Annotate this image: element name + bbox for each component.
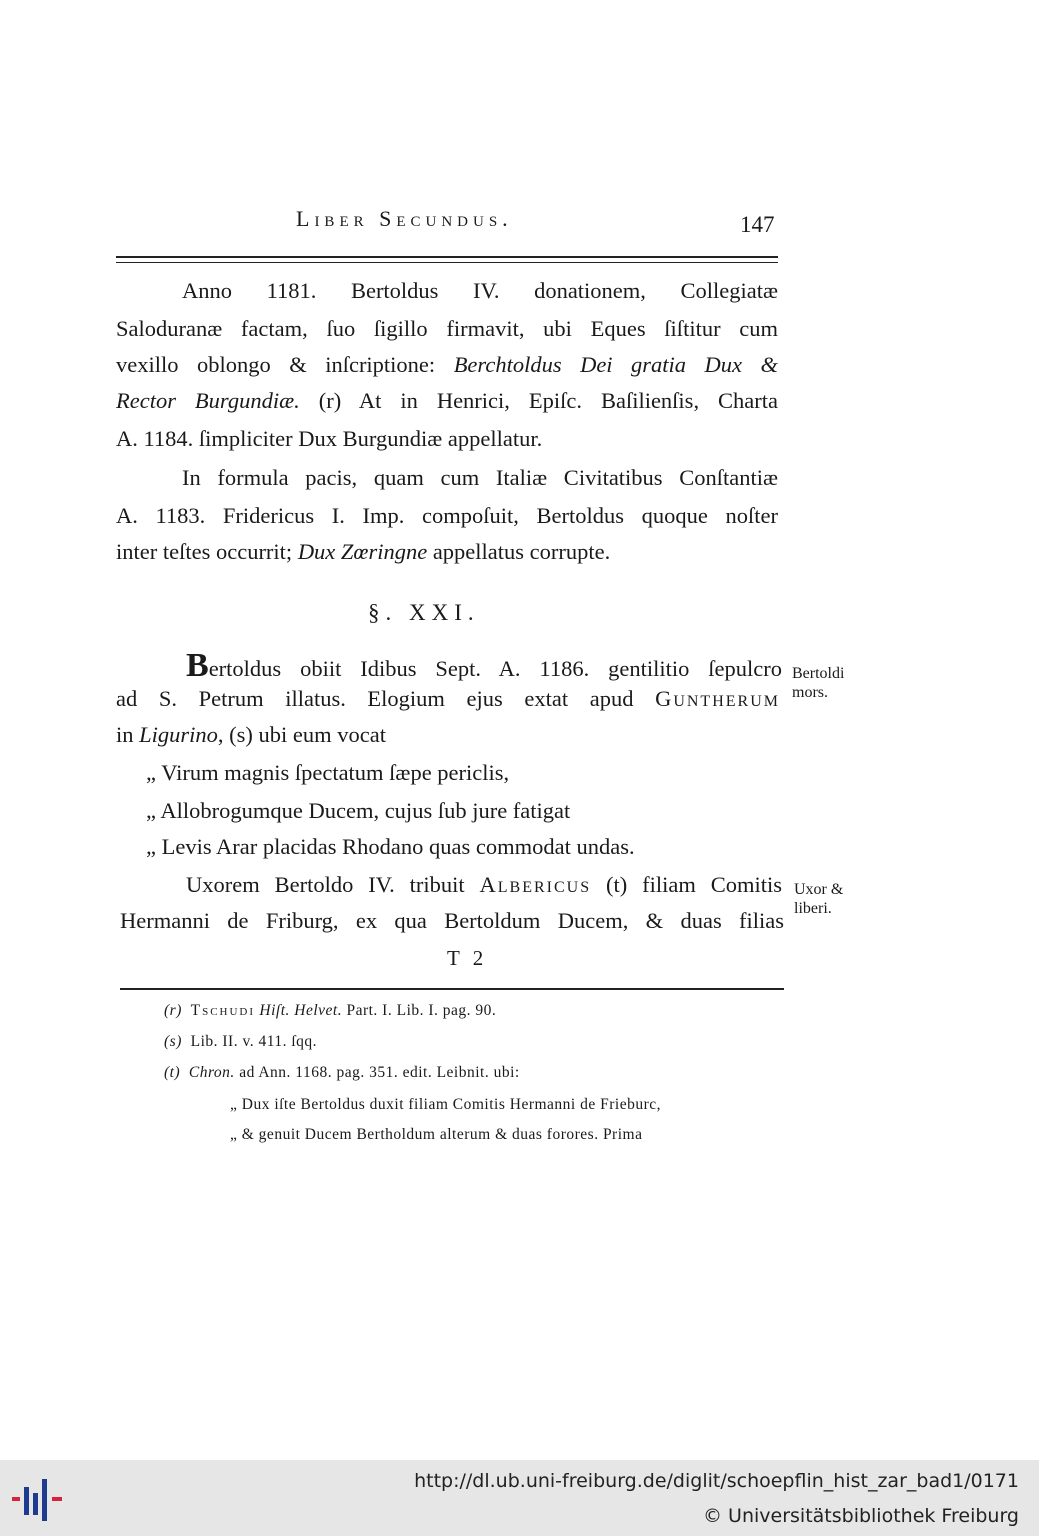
para2-line2: A. 1183. Fridericus I. Imp. compoſuit, Bertoldus quoque noſter xyxy=(116,503,778,528)
library-logo-icon xyxy=(10,1477,70,1521)
para1-line2: Saloduranæ factam, ſuo ſigillo firmavit, ubi Eques ſiſtitur cum xyxy=(116,316,778,341)
footnote-mark: (r) xyxy=(164,1002,182,1019)
margin-note-line: Uxor & xyxy=(794,881,844,898)
para1-line4-text: (r) At in Henrici, Epiſc. Baſilienſis, Charta xyxy=(318,388,778,413)
para2-line1: In formula pacis, quam cum Italiæ Civitatibus Conſtantiæ xyxy=(182,465,778,490)
footnote-work: Hiſt. Helvet. xyxy=(259,1002,343,1019)
footnote-t xyxy=(164,1064,520,1082)
para1-line1: Anno 1181. Bertoldus IV. donationem, Collegiatæ xyxy=(182,278,778,303)
para2-line3-text: inter teſtes occurrit; xyxy=(116,539,293,564)
footnote-mark: (s) xyxy=(164,1033,182,1050)
para4-line1-end: (t) filiam Comitis xyxy=(605,872,783,897)
para3-line3-end: , (s) ubi eum vocat xyxy=(217,722,387,747)
verse-line2: „ Allobrogumque Ducem, cujus ſub jure fatigat xyxy=(146,798,571,823)
footnote-rule xyxy=(120,988,784,990)
document-url-link[interactable]: http://dl.ub.uni-freiburg.de/diglit/schoepflin_hist_zar_bad1/0171 xyxy=(414,1470,1019,1492)
footnote-work: Chron. xyxy=(188,1064,235,1081)
para4-line2: Hermanni de Friburg, ex qua Bertoldum Ducem, & duas filias xyxy=(120,908,784,933)
para3-line1 xyxy=(186,647,782,684)
para1-line4-inscription: Rector Burgundiæ. xyxy=(116,388,300,413)
footnote-quote-line2: „ & genuit Ducem Bertholdum alterum & duas forores. Prima xyxy=(230,1126,643,1143)
para3-line2 xyxy=(116,688,780,711)
footnote-r xyxy=(164,1002,496,1020)
para1-line4 xyxy=(116,390,778,413)
footnote-author: Tschudi xyxy=(190,1002,256,1019)
margin-note-line: mors. xyxy=(792,684,828,701)
author-name-guntherus: Guntherum xyxy=(655,686,780,711)
signature-mark: T 2 xyxy=(447,946,488,970)
para1-line3-text: vexillo oblongo & inſcriptione: xyxy=(116,352,436,377)
page-number: 147 xyxy=(740,212,775,237)
para4-line1-text: Uxorem Bertoldo IV. tribuit xyxy=(186,872,465,897)
footnote-text: Part. I. Lib. I. pag. 90. xyxy=(346,1002,497,1019)
para2-line3 xyxy=(116,541,610,564)
margin-note-uxor-liberi xyxy=(794,880,843,918)
para1-line5: A. 1184. ſimpliciter Dux Burgundiæ appellatur. xyxy=(116,426,543,451)
verse-line1: „ Virum magnis ſpectatum ſæpe periclis, xyxy=(146,760,510,785)
footnote-quote-line1: „ Dux iſte Bertoldus duxit filiam Comitis Hermanni de Frieburc, xyxy=(230,1096,661,1113)
para3-line2-text: ad S. Petrum illatus. Elogium ejus extat apud xyxy=(116,686,634,711)
footnote-text: Lib. II. v. 411. ſqq. xyxy=(190,1033,318,1050)
running-title: Liber Secundus. xyxy=(296,206,513,231)
para3-line3 xyxy=(116,724,386,747)
copyright-notice: © Universitätsbibliothek Freiburg xyxy=(703,1505,1019,1527)
para3-line1-text: ertoldus obiit Idibus Sept. A. 1186. gentilitio ſepulcro xyxy=(208,656,782,681)
dropcap-letter: B xyxy=(186,647,209,684)
para2-line3-title: Dux Zœringne xyxy=(297,539,428,564)
margin-note-line: liberi. xyxy=(794,900,832,917)
verse-line3: „ Levis Arar placidas Rhodano quas commodat undas. xyxy=(146,834,635,859)
section-heading: §. XXI. xyxy=(368,600,480,625)
para1-line3-inscription: Berchtoldus Dei gratia Dux & xyxy=(453,352,779,377)
para2-line3-end: appellatus corrupte. xyxy=(432,539,611,564)
author-name-albericus: Albericus xyxy=(479,872,592,897)
footnote-s xyxy=(164,1033,317,1051)
header-rule-bottom xyxy=(116,262,778,263)
para1-line3 xyxy=(116,354,778,377)
footnote-text: ad Ann. 1168. pag. 351. edit. Leibnit. ubi: xyxy=(239,1064,520,1081)
margin-note-line: Bertoldi xyxy=(792,665,845,682)
para3-line3-in: in xyxy=(116,722,134,747)
margin-note-bertoldi-mors xyxy=(792,664,844,702)
footnote-mark: (t) xyxy=(164,1064,181,1081)
header-rule-top xyxy=(116,256,778,258)
para4-line1 xyxy=(186,874,782,897)
work-title-ligurino: Ligurino xyxy=(139,722,218,747)
